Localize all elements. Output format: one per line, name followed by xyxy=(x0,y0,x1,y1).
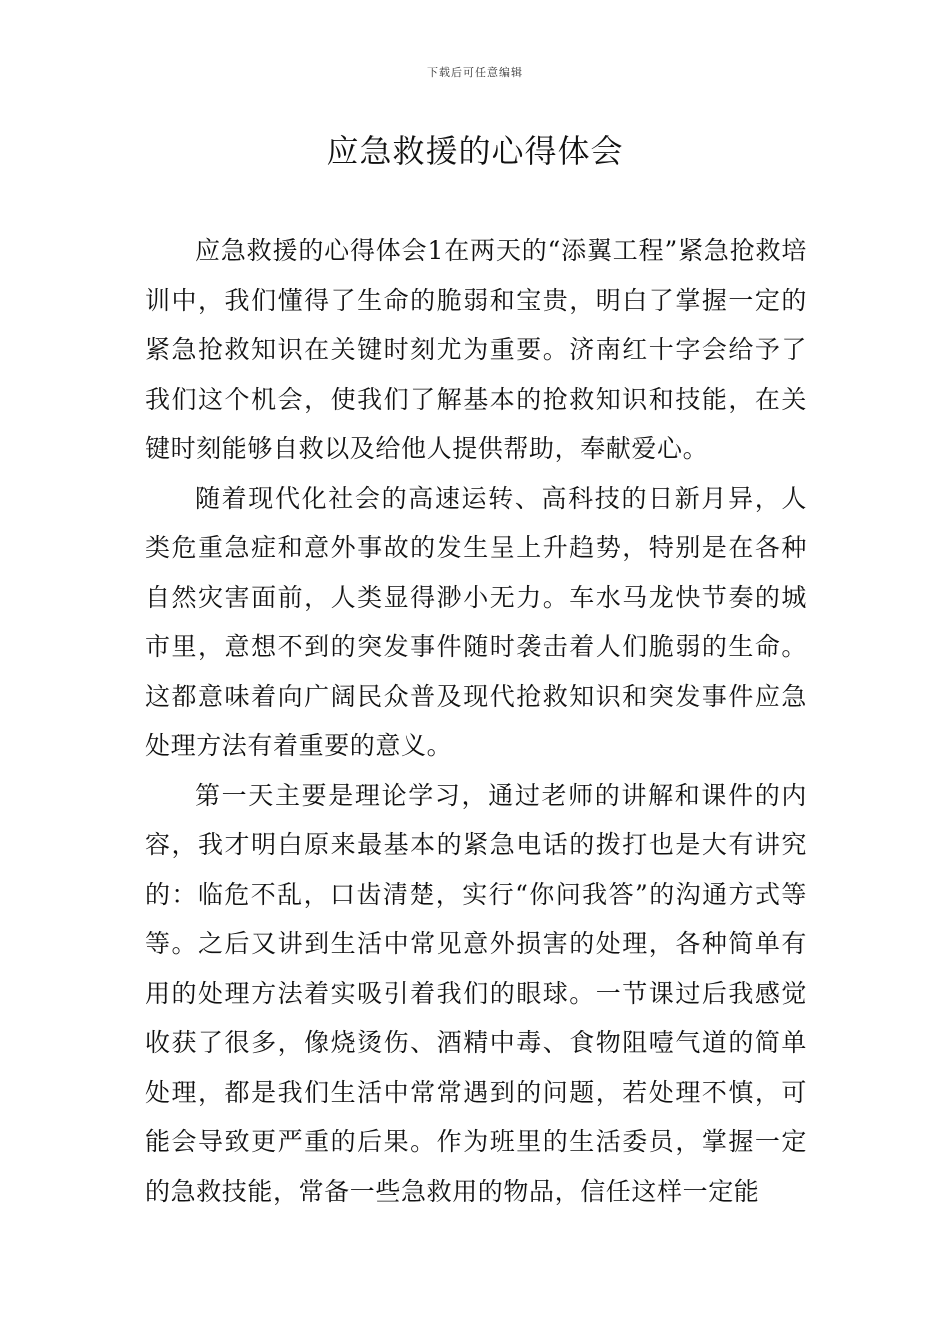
document-title: 应急救援的心得体会 xyxy=(326,132,624,170)
paragraph: 随着现代化社会的高速运转、高科技的日新月异，人类危重急症和意外事故的发生呈上升趋势，特别是在各种自然灾害面前，人类显得渺小无力。车水马龙快节奏的城市里，意想不到的突发事件随时袭击着人们脆弱的生命。这都意味着向广阔民众普及现代抢救知识和突发事件应急处理方法有着重要的意义。 xyxy=(145,483,807,760)
paragraph: 第一天主要是理论学习，通过老师的讲解和课件的内容，我才明白原来最基本的紧急电话的拨打也是大有讲究的：临危不乱，口齿清楚，实行“你问我答”的沟通方式等等。之后又讲到生活中常见意外损害的处理，各种简单有用的处理方法着实吸引着我们的眼球。一节课过后我感觉收获了很多，像烧烫伤、酒精中毒、食物阻噎气道的简单处理，都是我们生活中常常遇到的问题，若处理不慎，可能会导致更严重的后果。作为班里的生活委员，掌握一定的急救技能，常备一些急救用的物品，信任这样一定能 xyxy=(145,780,807,1206)
paragraph: 应急救援的心得体会1在两天的“添翼工程”紧急抢救培训中，我们懂得了生命的脆弱和宝贵，明白了掌握一定的紧急抢救知识在关键时刻尤为重要。济南红十字会给予了我们这个机会，使我们了解基本的抢救知识和技能，在关键时刻能够自救以及给他人提供帮助，奉献爱心。 xyxy=(145,236,807,463)
document-body xyxy=(145,226,807,1216)
header-note: 下载后可任意编辑 xyxy=(427,66,523,79)
